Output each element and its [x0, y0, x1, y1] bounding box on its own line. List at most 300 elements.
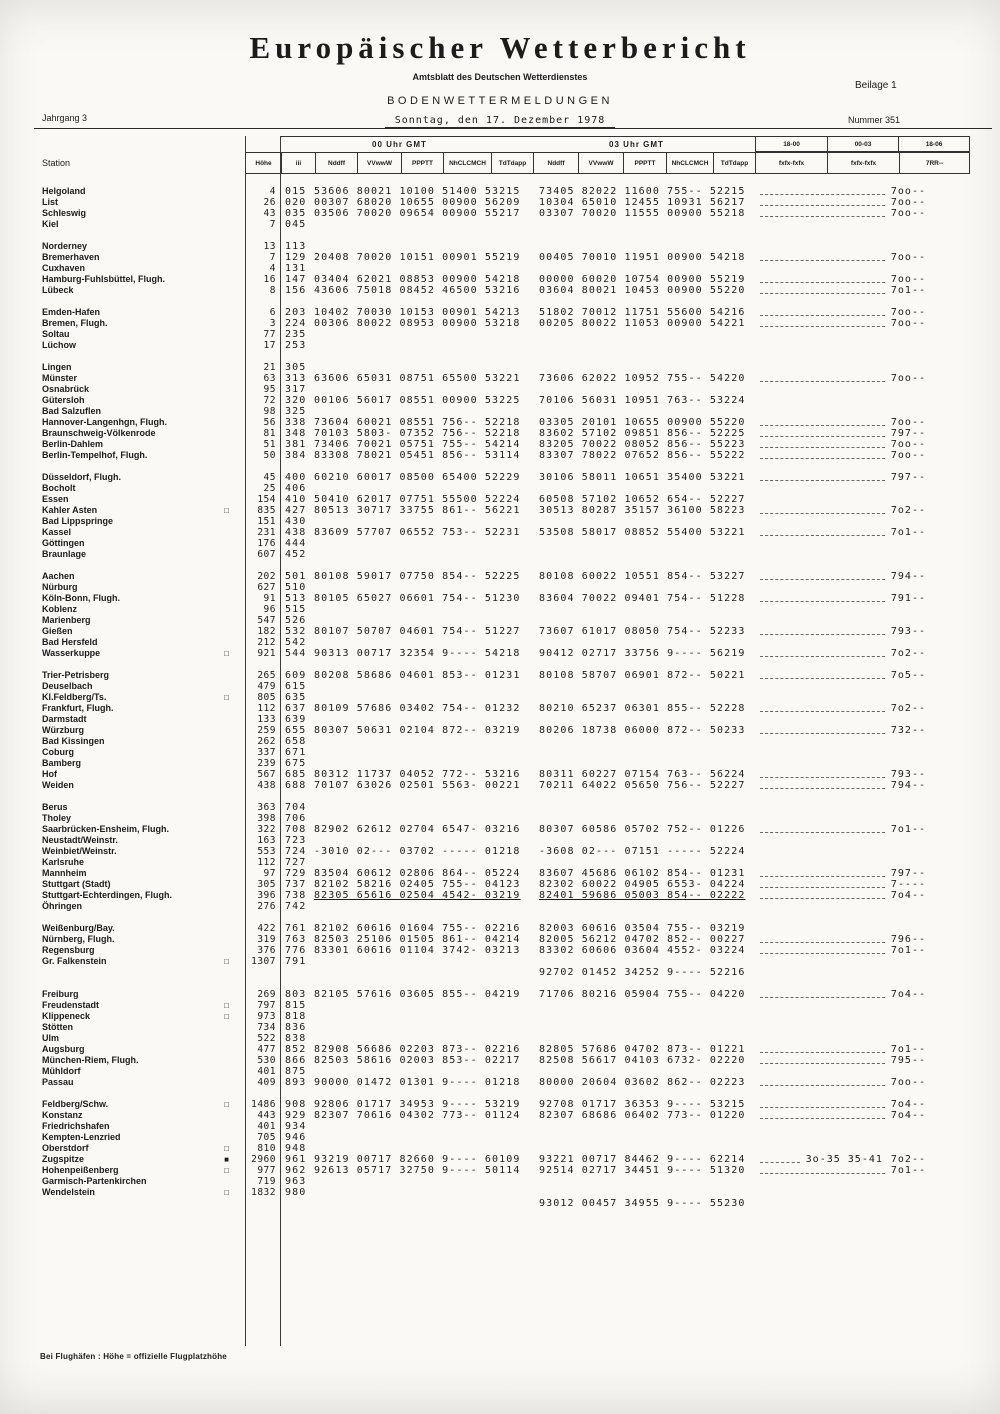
station-name	[40, 967, 245, 978]
station-name: Köln-Bonn, Flugh.	[42, 593, 120, 603]
table-row	[40, 758, 970, 769]
station-name: Lüchow	[42, 340, 76, 350]
table-row	[40, 670, 970, 681]
leader-line	[760, 772, 885, 778]
obs-03-gmt: 03604 80021 10453 00900 55220	[539, 285, 746, 296]
obs-03-gmt: 80307 60586 05702 752-- 01226	[539, 824, 746, 835]
obs-03-gmt	[532, 956, 754, 967]
station-height: 182	[257, 626, 276, 637]
obs-00-gmt	[314, 340, 532, 351]
station-height: 239	[257, 758, 276, 769]
station-number: 313	[285, 373, 307, 384]
station-number: 542	[285, 637, 307, 648]
table-row	[40, 1143, 970, 1154]
table-row	[40, 494, 970, 505]
station-number: 738	[285, 890, 307, 901]
station-name: Berlin-Tempelhof, Flugh.	[42, 450, 148, 460]
station-number: 635	[285, 692, 307, 703]
station-number: 908	[285, 1099, 307, 1110]
table-row	[40, 538, 970, 549]
station-number: 818	[285, 1011, 307, 1022]
obs-00-gmt	[314, 714, 532, 725]
table-row	[40, 263, 970, 274]
station-height: 7	[269, 219, 276, 230]
obs-03-gmt	[532, 1176, 754, 1187]
obs-00-gmt: 82102 60616 01604 755-- 02216	[314, 923, 521, 934]
table-row	[40, 219, 970, 230]
precip-value: 795--	[890, 1055, 926, 1066]
station-height: 921	[257, 648, 276, 659]
precip-cell	[754, 362, 970, 373]
leader-line	[760, 871, 885, 877]
obs-03-gmt: 73606 62022 10952 755-- 54220	[539, 373, 746, 384]
station-height: 17	[263, 340, 276, 351]
leader-line	[760, 310, 885, 316]
station-height: 705	[257, 1132, 276, 1143]
leader-line	[760, 277, 885, 283]
station-number: 637	[285, 703, 307, 714]
precip-cell	[754, 648, 970, 659]
station-height: 6	[269, 307, 276, 318]
precip-value: 797--	[890, 472, 926, 483]
obs-00-gmt: 92613 05717 32750 9---- 50114	[314, 1165, 521, 1176]
obs-03-gmt	[532, 813, 754, 824]
station-name: Kiel	[42, 219, 59, 229]
column-header: Nddff	[315, 153, 357, 173]
station-height: 151	[257, 516, 276, 527]
station-name: Bad Hersfeld	[42, 637, 98, 647]
obs-03-gmt: 00000 60020 10754 00900 55219	[539, 274, 746, 285]
precip-value: 794--	[890, 571, 926, 582]
obs-00-gmt	[314, 1066, 532, 1077]
precip-value: 7o2--	[890, 703, 926, 714]
station-number: 510	[285, 582, 307, 593]
station-name: Bad Kissingen	[42, 736, 105, 746]
table-row	[40, 747, 970, 758]
station-name: Würzburg	[42, 725, 84, 735]
obs-03-gmt: 71706 80216 05904 755-- 04220	[539, 989, 746, 1000]
station-group	[40, 670, 970, 791]
station-height: 3	[269, 318, 276, 329]
table-row	[40, 1121, 970, 1132]
column-header: iii	[281, 153, 315, 173]
obs-00-gmt: 83504 60612 02806 864-- 05224	[314, 868, 521, 879]
column-header: fxfx-fxfx	[827, 153, 899, 173]
table-row	[40, 406, 970, 417]
station-number: 513	[285, 593, 307, 604]
obs-00-gmt	[314, 582, 532, 593]
station-name: Bamberg	[42, 758, 82, 768]
station-name: Mannheim	[42, 868, 87, 878]
leader-line	[760, 200, 885, 206]
precip-cell	[754, 835, 970, 846]
obs-00-gmt: 60210 60017 08500 65400 52229	[314, 472, 521, 483]
obs-00-gmt: 80513 30717 33755 861-- 56221	[314, 505, 521, 516]
obs-00-gmt	[314, 967, 532, 978]
precip-cell	[754, 692, 970, 703]
station-name: Hof	[42, 769, 57, 779]
precip-cell	[754, 1198, 970, 1209]
precip-cell	[754, 384, 970, 395]
station-name: Friedrichshafen	[42, 1121, 110, 1131]
obs-03-gmt	[532, 802, 754, 813]
obs-00-gmt	[314, 1176, 532, 1187]
obs-03-gmt: 80311 60227 07154 763-- 56224	[539, 769, 746, 780]
obs-03-gmt	[532, 1000, 754, 1011]
jahrgang-label: Jahrgang 3	[42, 113, 88, 123]
table-row	[40, 1165, 970, 1176]
table-row	[40, 1154, 970, 1165]
station-name: Helgoland	[42, 186, 86, 196]
table-row	[40, 417, 970, 428]
station-name: Öhringen	[42, 901, 82, 911]
station-height: 4	[269, 263, 276, 274]
station-name: Regensburg	[42, 945, 95, 955]
obs-03-gmt	[532, 329, 754, 340]
right-period-header: 18-00	[783, 140, 800, 148]
station-group	[40, 241, 970, 296]
precip-cell	[754, 417, 970, 428]
square-icon: □	[224, 1012, 229, 1021]
station-height: 422	[257, 923, 276, 934]
precip-cell	[754, 208, 970, 219]
station-name: Freudenstadt □	[42, 1000, 229, 1010]
station-height: 1486	[251, 1099, 276, 1110]
station-height: 276	[257, 901, 276, 912]
station-name: Cuxhaven	[42, 263, 86, 273]
obs-00-gmt: 82503 25106 01505 861-- 04214	[314, 934, 521, 945]
obs-00-gmt	[314, 857, 532, 868]
leader-line	[760, 475, 885, 481]
table-row	[40, 967, 970, 978]
obs-03-gmt: 80206 18738 06000 872-- 50233	[539, 725, 746, 736]
leader-line	[760, 706, 885, 712]
station-height: 401	[257, 1066, 276, 1077]
weather-table	[40, 136, 970, 1346]
station-height: 530	[257, 1055, 276, 1066]
table-row	[40, 527, 970, 538]
obs-03-gmt: 92708 01717 36353 9---- 53215	[539, 1099, 746, 1110]
station-name: Münster	[42, 373, 78, 383]
table-row	[40, 208, 970, 219]
precip-cell	[754, 274, 970, 285]
precip-cell	[754, 340, 970, 351]
station-height: 2960	[251, 1154, 276, 1165]
obs-03-gmt	[532, 1187, 754, 1198]
obs-00-gmt	[314, 1033, 532, 1044]
precip-cell	[754, 1121, 970, 1132]
obs-00-gmt: 82105 57616 03605 855-- 04219	[314, 989, 521, 1000]
table-row	[40, 868, 970, 879]
table-row	[40, 989, 970, 1000]
table-row	[40, 593, 970, 604]
obs-03-gmt: 53508 58017 08852 55400 53221	[539, 527, 746, 538]
obs-03-gmt: 83607 45686 06102 854-- 01231	[539, 868, 746, 879]
station-name: Nürburg	[42, 582, 78, 592]
precip-cell	[754, 989, 970, 1000]
station-height: 607	[257, 549, 276, 560]
obs-03-gmt: 00205 80022 11053 00900 54221	[539, 318, 746, 329]
station-name: Garmisch-Partenkirchen	[42, 1176, 147, 1186]
station-number: 866	[285, 1055, 307, 1066]
obs-00-gmt	[314, 549, 532, 560]
precip-cell	[754, 703, 970, 714]
obs-03-gmt	[532, 835, 754, 846]
obs-03-gmt: 93221 00717 84462 9---- 62214	[539, 1154, 746, 1165]
obs-03-gmt	[532, 516, 754, 527]
station-number: 963	[285, 1176, 307, 1187]
station-number: 615	[285, 681, 307, 692]
precip-value: 7o4--	[890, 1099, 926, 1110]
precip-cell	[754, 681, 970, 692]
station-number: 317	[285, 384, 307, 395]
obs-00-gmt	[314, 813, 532, 824]
table-row	[40, 648, 970, 659]
station-name: Soltau	[42, 329, 70, 339]
station-height	[245, 967, 280, 978]
obs-03-gmt: 60508 57102 10652 654-- 52227	[539, 494, 746, 505]
station-number: 113	[285, 241, 307, 252]
table-row	[40, 835, 970, 846]
obs-03-gmt: 83602 57102 09851 856-- 52225	[539, 428, 746, 439]
precip-cell	[754, 1110, 970, 1121]
obs-03-gmt	[532, 604, 754, 615]
obs-00-gmt	[314, 483, 532, 494]
station-number: 708	[285, 824, 307, 835]
table-row	[40, 714, 970, 725]
precip-value: 7oo--	[890, 417, 926, 428]
obs-column-headers	[245, 152, 970, 174]
station-number: 045	[285, 219, 307, 230]
obs-03-gmt	[532, 1066, 754, 1077]
column-header: Höhe	[245, 153, 281, 173]
station-name: Hannover-Langenhgn, Flugh.	[42, 417, 167, 427]
leader-line	[760, 420, 885, 426]
obs-03-gmt	[532, 1022, 754, 1033]
obs-00-gmt	[314, 263, 532, 274]
leader-line	[760, 574, 885, 580]
obs-03-gmt	[532, 384, 754, 395]
obs-00-gmt: 80107 50707 04601 754-- 51227	[314, 626, 521, 637]
precip-cell	[754, 868, 970, 879]
precip-cell	[754, 626, 970, 637]
station-name: Bocholt	[42, 483, 76, 493]
obs-00-gmt: 00106 56017 08551 00900 53225	[314, 395, 521, 406]
leader-line	[760, 596, 885, 602]
obs-00-gmt: 73406 70021 05751 755-- 54214	[314, 439, 521, 450]
obs-00-gmt	[314, 758, 532, 769]
precip-value: 7o2--	[890, 1154, 926, 1165]
table-row	[40, 1187, 970, 1198]
leader-line	[760, 728, 885, 734]
station-name: Mühldorf	[42, 1066, 81, 1076]
station-name: Berus	[42, 802, 68, 812]
obs-00-gmt: 90313 00717 32354 9---- 54218	[314, 648, 521, 659]
station-number: 427	[285, 505, 307, 516]
station-height: 97	[263, 868, 276, 879]
obs-00-gmt: 00307 68020 10655 00900 56209	[314, 197, 521, 208]
station-number: 948	[285, 1143, 307, 1154]
station-number: 671	[285, 747, 307, 758]
obs-00-gmt	[314, 956, 532, 967]
station-number: 791	[285, 956, 307, 967]
precip-cell	[754, 307, 970, 318]
station-name: Gießen	[42, 626, 73, 636]
obs-00-gmt: 70107 63026 02501 5563- 00221	[314, 780, 521, 791]
leader-line	[760, 1157, 800, 1163]
station-number: 305	[285, 362, 307, 373]
horizontal-rule	[34, 128, 992, 129]
station-height: 45	[263, 472, 276, 483]
station-number: 035	[285, 208, 307, 219]
obs-03-gmt: 30106 58011 10651 35400 53221	[539, 472, 746, 483]
precip-cell	[754, 780, 970, 791]
station-number: 235	[285, 329, 307, 340]
obs-03-gmt: 92514 02717 34451 9---- 51320	[539, 1165, 746, 1176]
station-height: 21	[263, 362, 276, 373]
obs-03-gmt: 82307 68686 06402 773-- 01220	[539, 1110, 746, 1121]
obs-03-gmt: 80108 60022 10551 854-- 53227	[539, 571, 746, 582]
obs-03-gmt: 00405 70010 11951 00900 54218	[539, 252, 746, 263]
precip-cell	[754, 758, 970, 769]
table-row	[40, 802, 970, 813]
station-name: Saarbrücken-Ensheim, Flugh.	[42, 824, 170, 834]
station-number: 544	[285, 648, 307, 659]
table-row	[40, 1011, 970, 1022]
column-header: Nddff	[533, 153, 578, 173]
station-name: Passau	[42, 1077, 74, 1087]
precip-cell	[754, 956, 970, 967]
leader-line	[760, 1047, 885, 1053]
nummer-label: Nummer 351	[848, 115, 901, 125]
right-period-headers	[755, 136, 970, 152]
doc-title: Europäischer Wetterbericht	[249, 30, 751, 65]
station-column-header: Station	[42, 158, 71, 168]
station-height: 567	[257, 769, 276, 780]
station-number: 406	[285, 483, 307, 494]
station-height: 96	[263, 604, 276, 615]
station-height: 7	[269, 252, 276, 263]
precip-value: 7oo--	[890, 373, 926, 384]
time-header-00: 00 Uhr GMT	[372, 140, 427, 149]
precip-cell	[754, 483, 970, 494]
station-name: Norderney	[42, 241, 88, 251]
station-number: 129	[285, 252, 307, 263]
obs-00-gmt: 92806 01717 34953 9---- 53219	[314, 1099, 521, 1110]
precip-cell	[754, 406, 970, 417]
obs-03-gmt	[532, 340, 754, 351]
station-height: 163	[257, 835, 276, 846]
station-group	[40, 989, 970, 1088]
precip-cell	[754, 725, 970, 736]
precip-cell	[754, 428, 970, 439]
precip-cell	[754, 252, 970, 263]
table-row	[40, 923, 970, 934]
precip-value: 7o1--	[890, 945, 926, 956]
station-name: Kahler Asten □	[42, 505, 229, 515]
table-row	[40, 571, 970, 582]
precip-cell	[754, 901, 970, 912]
station-name: Oberstdorf □	[42, 1143, 229, 1153]
station-height: 43	[263, 208, 276, 219]
leader-line	[760, 783, 885, 789]
station-name: List	[42, 197, 59, 207]
station-name: Weiden	[42, 780, 74, 790]
station-height: 25	[263, 483, 276, 494]
precip-cell	[754, 1187, 970, 1198]
station-height: 176	[257, 538, 276, 549]
obs-00-gmt	[314, 241, 532, 252]
obs-03-gmt: 83205 70022 08052 856-- 55223	[539, 439, 746, 450]
obs-03-gmt: 80210 65237 06301 855-- 52228	[539, 703, 746, 714]
station-number: 742	[285, 901, 307, 912]
obs-03-gmt: 82805 57686 04702 873-- 01221	[539, 1044, 746, 1055]
precip-value: 797--	[890, 428, 926, 439]
obs-00-gmt: 00306 80022 08953 00900 53218	[314, 318, 521, 329]
obs-03-gmt: 83604 70022 09401 754-- 51228	[539, 593, 746, 604]
column-header: TdTdapp	[713, 153, 755, 173]
station-name: Göttingen	[42, 538, 85, 548]
station-height: 77	[263, 329, 276, 340]
table-row	[40, 945, 970, 956]
station-name: Deuselbach	[42, 681, 93, 691]
station-group	[40, 362, 970, 461]
square-icon: □	[224, 1001, 229, 1010]
leader-line	[760, 827, 885, 833]
station-name: Bad Salzuflen	[42, 406, 102, 416]
obs-00-gmt: 82503 58616 02003 853-- 02217	[314, 1055, 521, 1066]
time-header-03: 03 Uhr GMT	[609, 140, 664, 149]
obs-03-gmt: 51802 70012 11751 55600 54216	[539, 307, 746, 318]
station-name: Weißenburg/Bay.	[42, 923, 115, 933]
table-row	[40, 1033, 970, 1044]
precip-cell	[754, 1132, 970, 1143]
precip-value: 7oo--	[890, 318, 926, 329]
precip-value: 7o4--	[890, 1110, 926, 1121]
table-row	[40, 318, 970, 329]
precip-cell	[754, 439, 970, 450]
obs-00-gmt: 70103 5803- 07352 756-- 52218	[314, 428, 521, 439]
precip-value: 791--	[890, 593, 926, 604]
station-height: 112	[257, 857, 276, 868]
obs-00-gmt: 53606 80021 10100 51400 53215	[314, 186, 521, 197]
station-number: 526	[285, 615, 307, 626]
table-row	[40, 505, 970, 516]
square-icon: □	[224, 1144, 229, 1153]
obs-03-gmt	[532, 758, 754, 769]
station-height: 63	[263, 373, 276, 384]
obs-03-gmt	[532, 219, 754, 230]
precip-cell	[754, 802, 970, 813]
precip-cell	[754, 747, 970, 758]
station-height: 319	[257, 934, 276, 945]
precip-value: 7oo--	[890, 274, 926, 285]
station-number: 658	[285, 736, 307, 747]
precip-cell	[754, 824, 970, 835]
station-group	[40, 923, 970, 978]
table-row	[40, 582, 970, 593]
station-number: 685	[285, 769, 307, 780]
station-name: Lingen	[42, 362, 72, 372]
leader-line	[760, 442, 885, 448]
obs-00-gmt: 82908 56686 02203 873-- 02216	[314, 1044, 521, 1055]
leader-line	[760, 376, 885, 382]
station-name: Klippeneck □	[42, 1011, 229, 1021]
station-height: 977	[257, 1165, 276, 1176]
station-number: 737	[285, 879, 307, 890]
table-row	[40, 428, 970, 439]
station-name: Nürnberg, Flugh.	[42, 934, 115, 944]
